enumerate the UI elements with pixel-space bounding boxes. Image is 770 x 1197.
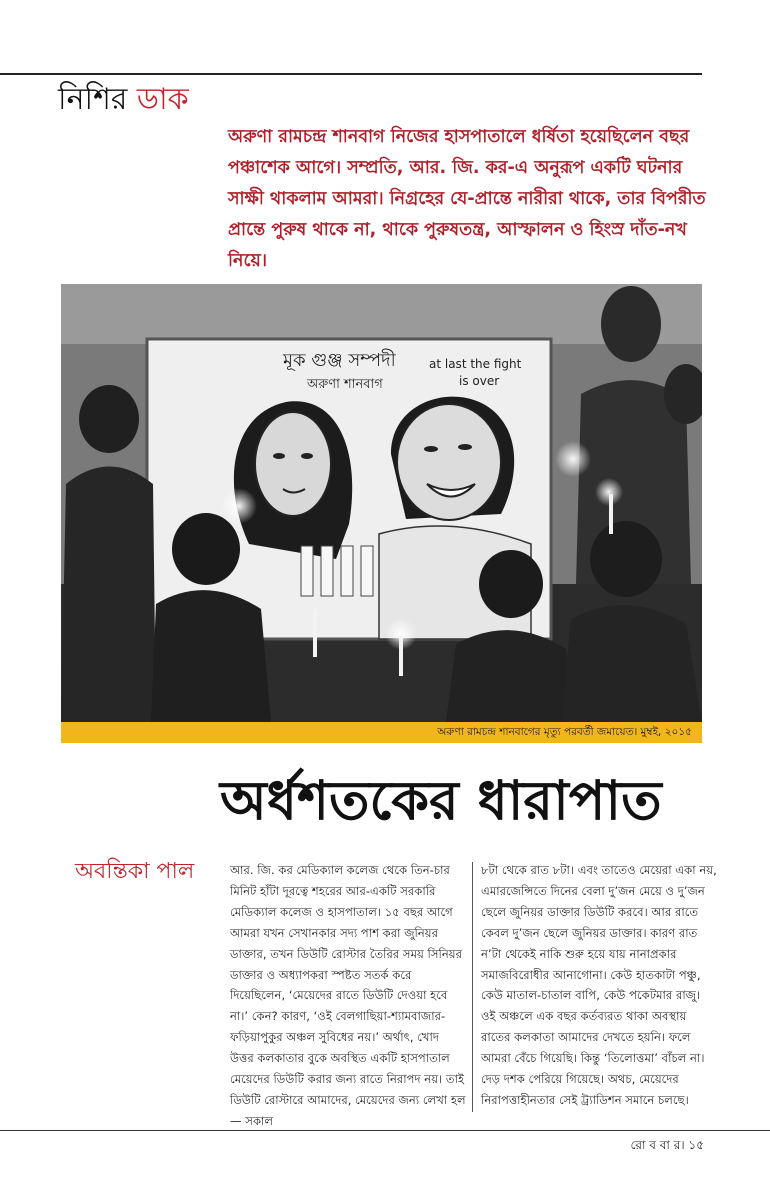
board-title: মূক গুঞ্জ সম্পদী	[283, 350, 396, 371]
column-divider	[472, 862, 473, 1112]
section-word-2: ডাক	[136, 82, 189, 117]
board-english-1: at last the fight	[429, 357, 522, 371]
section-word-1: নিশির	[58, 82, 128, 117]
board-english-2: is over	[459, 374, 500, 388]
author-byline: অবন্তিকা পাল	[75, 859, 195, 884]
photo-caption: অরুণা রামচন্দ্র শানবাগের মৃত্যু পরবর্তী জমায়েত। মুম্বই, ২০১৫	[61, 722, 702, 743]
lede-text: অরুণা রামচন্দ্র শানবাগ নিজের হাসপাতালে ধর্ষিতা হয়েছিলেন বছর পঞ্চাশেক আগে। সম্প্রতি, আর. জি. কর-এ অনুরূপ একটি ঘটনার সাক্ষী থাকলাম আমরা। নিগ্রহের যে-প্রান্তে নারীরা থাকে, তার বিপরীত প্রান্তে পুরুষ থাকে না, থাকে পুরুষতন্ত্র, আস্ফালন ও হিংস্র দাঁত-নখ নিয়ে।	[228, 127, 706, 271]
bottom-rule	[0, 1130, 770, 1131]
page-folio: রো ব বা র। ১৫	[630, 1138, 704, 1152]
top-rule	[0, 73, 702, 75]
photo	[61, 284, 702, 722]
vigil-photo	[61, 284, 702, 722]
board-name: অরুণা শানবাগ	[307, 377, 383, 392]
section-title	[58, 82, 189, 118]
headline: অর্ধশতকের ধারাপাত	[220, 768, 662, 832]
body-column-2: ৮টা থেকে রাত ৮টা। এবং তাতেও মেয়েরা একা নয়, এমারজেন্সিতে দিনের বেলা দু’জন মেয়ে ও দু’জন ছেলে জুনিয়র ডাক্তার ডিউটি করবে। আর রাতে কেবল দু’জন ছেলে জুনিয়র ডাক্তার। কারণ রাত ন’টা থেকেই নাকি শুরু হয়ে যায় নানাপ্রকার সমাজবিরোধীর আনাগোনা। কেউ হাতকাটা পঞ্চু, কেউ মাতাল-চাতাল বাপি, কেউ পকেটমার রাজু। ওই অঞ্চলে এক বছর কর্তব্যরত থাকা অবস্থায় রাতের কলকাতা আমাদের দেখতে হয়নি। ফলে আমরা বেঁচে গিয়েছি। কিন্তু ‘তিলোত্তমা’ বাঁচল না। দেড় দশক পেরিয়ে গিয়েছে। অথচ, মেয়েদের নিরাপত্তাহীনতার সেই ট্র্যাডিশন সমানে চলছে।	[481, 863, 717, 1107]
body-column-1: আর. জি. কর মেডিক্যাল কলেজ থেকে তিন-চার মিনিট হাঁটা দূরত্বে শহরের আর-একটি সরকারি মেডিক্যাল কলেজ ও হাসপাতাল। ১৫ বছর আগে আমরা যখন সেখানকার সদ্য পাশ করা জুনিয়র ডাক্তার, তখন ডিউটি রোস্টার তৈরির সময় সিনিয়র ডাক্তার ও অধ্যাপকরা স্পষ্টত সতর্ক করে দিয়েছিলেন, ‘মেয়েদের রাতে ডিউটি দেওয়া হবে না।’ কেন? কারণ, ‘ওই বেলগাছিয়া-শ্যামবাজার-ফড়িয়াপুকুর অঞ্চল সুবিধের নয়।’ অর্থাৎ, খোদ উত্তর কলকাতার বুকে অবস্থিত একটি হাসপাতাল মেয়েদের ডিউটি করার জন্য রাতে নিরাপদ নয়। তাই ডিউটি রোস্টারে আমাদের, মেয়েদের জন্য লেখা হল— সকাল	[230, 863, 466, 1128]
